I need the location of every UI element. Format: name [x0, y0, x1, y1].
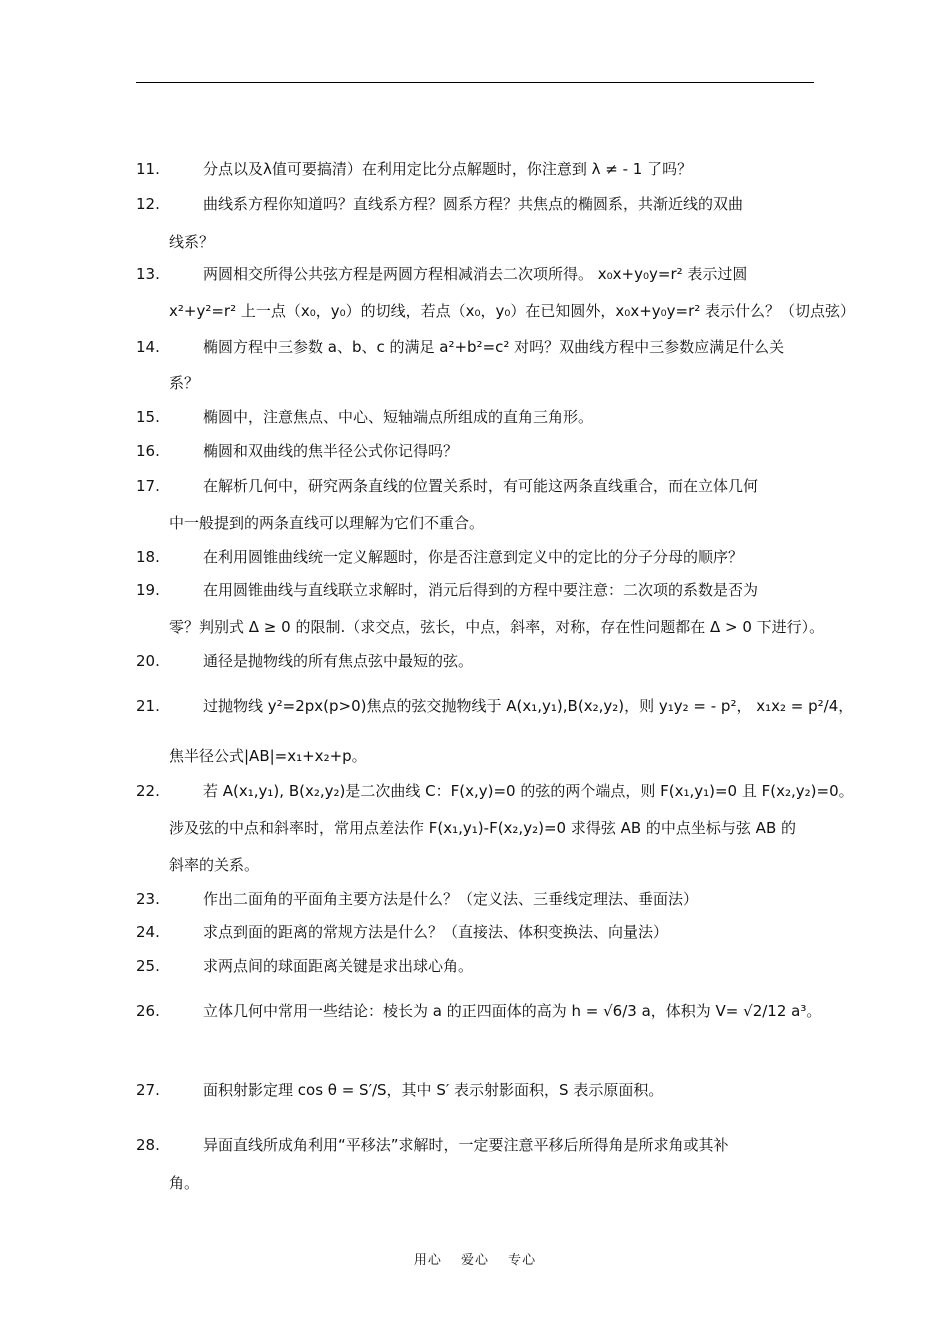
item-text-line: 作出二面角的平面角主要方法是什么？（定义法、三垂线定理法、垂面法） — [203, 890, 699, 908]
item-text-line: 两圆相交所得公共弦方程是两圆方程相减消去二次项所得。 x₀x+y₀y=r² 表示过圆 — [203, 265, 748, 283]
item-number: 14. — [136, 338, 160, 356]
item-number: 18. — [136, 548, 160, 566]
item-text-line: 过抛物线 y²=2px(p>0)焦点的弦交抛物线于 A(x₁,y₁),B(x₂,y₂)，则 y₁y₂ = - p²， x₁x₂ = p²/4， — [203, 697, 854, 715]
item-text-line: 椭圆方程中三参数 a、b、c 的满足 a²+b²=c² 对吗？双曲线方程中三参数应满足什么关 — [203, 338, 785, 356]
item-text-line: 角。 — [169, 1174, 200, 1192]
item-text-line: 椭圆中，注意焦点、中心、短轴端点所组成的直角三角形。 — [203, 408, 594, 426]
item-number: 23. — [136, 890, 160, 908]
item-text-line: 求点到面的距离的常规方法是什么？（直接法、体积变换法、向量法） — [203, 923, 669, 941]
item-text-line: 若 A(x₁,y₁), B(x₂,y₂)是二次曲线 C：F(x,y)=0 的弦的两个端点，则 F(x₁,y₁)=0 且 F(x₂,y₂)=0。 — [203, 782, 854, 800]
item-text-line: 斜率的关系。 — [169, 856, 260, 874]
item-text-line: x²+y²=r² 上一点（x₀，y₀）的切线，若点（x₀，y₀）在已知圆外，x₀x+y₀y=r² 表示什么？（切点弦） — [169, 302, 856, 320]
item-text-line: 在解析几何中，研究两条直线的位置关系时，有可能这两条直线重合，而在立体几何 — [203, 477, 759, 495]
header-rule — [136, 82, 814, 83]
item-text-line: 在利用圆锥曲线统一定义解题时，你是否注意到定义中的定比的分子分母的顺序？ — [203, 548, 744, 566]
item-text-line: 系？ — [169, 374, 200, 392]
item-text-line: 曲线系方程你知道吗？直线系方程？圆系方程？共焦点的椭圆系，共渐近线的双曲 — [203, 195, 744, 213]
item-text-line: 中一般提到的两条直线可以理解为它们不重合。 — [169, 514, 485, 532]
item-number: 12. — [136, 195, 160, 213]
item-number: 24. — [136, 923, 160, 941]
item-text-line: 通径是抛物线的所有焦点弦中最短的弦。 — [203, 652, 474, 670]
item-text-line: 线系？ — [169, 233, 215, 251]
item-text-line: 涉及弦的中点和斜率时，常用点差法作 F(x₁,y₁)-F(x₂,y₂)=0 求得弦 AB 的中点坐标与弦 AB 的 — [169, 819, 797, 837]
item-number: 25. — [136, 957, 160, 975]
item-number: 11. — [136, 160, 160, 178]
item-number: 21. — [136, 697, 160, 715]
item-number: 17. — [136, 477, 160, 495]
item-text-line: 面积射影定理 cos θ = S′/S，其中 S′ 表示射影面积，S 表示原面积。 — [203, 1081, 664, 1099]
item-text-line: 在用圆锥曲线与直线联立求解时，消元后得到的方程中要注意：二次项的系数是否为 — [203, 581, 759, 599]
item-text-line: 求两点间的球面距离关键是求出球心角。 — [203, 957, 474, 975]
item-text-line: 异面直线所成角利用“平移法”求解时，一定要注意平移后所得角是所求角或其补 — [203, 1136, 729, 1154]
item-number: 27. — [136, 1081, 160, 1099]
item-text-line: 立体几何中常用一些结论：棱长为 a 的正四面体的高为 h = √6/3 a，体积为 V= √2/12 a³。 — [203, 1002, 822, 1020]
item-text-line: 椭圆和双曲线的焦半径公式你记得吗？ — [203, 442, 459, 460]
page-footer: 用心 爱心 专心 — [413, 1253, 537, 1268]
item-text-line: 焦半径公式|AB|=x₁+x₂+p。 — [169, 747, 367, 765]
item-text-line: 零？判别式 Δ ≥ 0 的限制.（求交点，弦长，中点，斜率，对称，存在性问题都在 Δ > 0 下进行）。 — [169, 618, 825, 636]
item-number: 19. — [136, 581, 160, 599]
item-text-line: 分点以及λ值可要搞清）在利用定比分点解题时，你注意到 λ ≠ - 1 了吗？ — [203, 160, 693, 178]
item-number: 13. — [136, 265, 160, 283]
item-number: 16. — [136, 442, 160, 460]
item-number: 22. — [136, 782, 160, 800]
item-number: 20. — [136, 652, 160, 670]
item-number: 15. — [136, 408, 160, 426]
item-number: 26. — [136, 1002, 160, 1020]
item-number: 28. — [136, 1136, 160, 1154]
